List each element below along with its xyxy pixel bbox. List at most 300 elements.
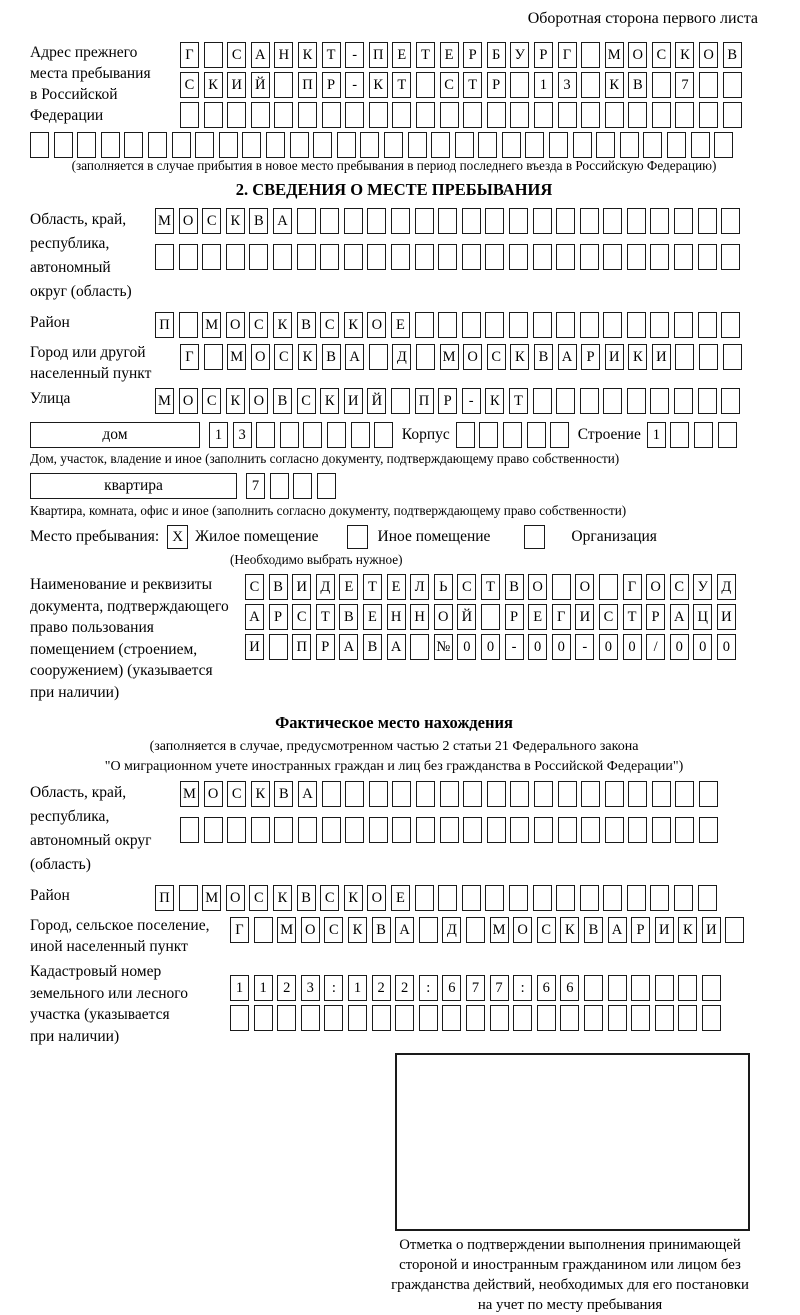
char-box[interactable]: Т (509, 388, 528, 414)
char-box[interactable] (179, 244, 198, 270)
char-box[interactable]: К (628, 344, 647, 370)
char-box[interactable] (652, 72, 671, 98)
char-box[interactable] (631, 975, 650, 1001)
char-box[interactable]: Е (387, 574, 406, 600)
char-box[interactable] (337, 132, 356, 158)
char-box[interactable] (603, 885, 622, 911)
char-box[interactable] (410, 634, 429, 660)
char-box[interactable] (179, 885, 198, 911)
char-box[interactable] (558, 817, 577, 843)
char-box[interactable] (581, 42, 600, 68)
char-box[interactable] (580, 885, 599, 911)
char-box[interactable] (691, 132, 710, 158)
char-box[interactable]: К (273, 312, 292, 338)
char-box[interactable]: О (301, 917, 320, 943)
char-box[interactable]: М (202, 885, 221, 911)
char-box[interactable] (674, 885, 693, 911)
char-box[interactable] (242, 132, 261, 158)
char-box[interactable] (556, 885, 575, 911)
char-box[interactable]: Н (387, 604, 406, 630)
char-box[interactable] (723, 344, 742, 370)
char-box[interactable] (699, 817, 718, 843)
char-box[interactable] (699, 344, 718, 370)
char-box[interactable]: Р (646, 604, 665, 630)
char-box[interactable] (534, 817, 553, 843)
char-box[interactable]: Е (339, 574, 358, 600)
char-box[interactable] (721, 244, 740, 270)
char-box[interactable] (702, 975, 721, 1001)
char-box[interactable]: А (670, 604, 689, 630)
char-box[interactable] (298, 817, 317, 843)
char-box[interactable] (320, 208, 339, 234)
char-box[interactable] (466, 1005, 485, 1031)
char-box[interactable] (675, 817, 694, 843)
char-box[interactable]: Й (251, 72, 270, 98)
char-box[interactable]: М (202, 312, 221, 338)
char-box[interactable] (674, 244, 693, 270)
char-box[interactable]: К (273, 885, 292, 911)
char-box[interactable] (415, 244, 434, 270)
char-box[interactable] (581, 817, 600, 843)
char-box[interactable] (718, 422, 737, 448)
char-box[interactable]: № (434, 634, 453, 660)
char-box[interactable] (374, 422, 393, 448)
char-box[interactable] (650, 312, 669, 338)
apartment-type-box[interactable]: квартира (30, 473, 237, 499)
char-box[interactable] (650, 244, 669, 270)
char-box[interactable] (280, 422, 299, 448)
char-box[interactable] (301, 1005, 320, 1031)
char-box[interactable] (698, 312, 717, 338)
char-box[interactable]: К (678, 917, 697, 943)
char-box[interactable] (694, 422, 713, 448)
char-box[interactable] (599, 574, 618, 600)
char-box[interactable]: П (369, 42, 388, 68)
char-box[interactable]: С (670, 574, 689, 600)
char-box[interactable]: : (513, 975, 532, 1001)
char-box[interactable]: О (226, 312, 245, 338)
char-box[interactable]: К (226, 388, 245, 414)
char-box[interactable]: В (363, 634, 382, 660)
char-box[interactable] (549, 132, 568, 158)
char-box[interactable]: О (528, 574, 547, 600)
char-box[interactable]: : (324, 975, 343, 1001)
char-box[interactable] (580, 244, 599, 270)
char-box[interactable]: А (298, 781, 317, 807)
char-box[interactable]: К (348, 917, 367, 943)
char-box[interactable] (438, 244, 457, 270)
char-box[interactable]: 0 (599, 634, 618, 660)
char-box[interactable] (320, 244, 339, 270)
char-box[interactable]: М (155, 388, 174, 414)
char-box[interactable]: К (344, 312, 363, 338)
char-box[interactable]: М (227, 344, 246, 370)
char-box[interactable]: С (245, 574, 264, 600)
char-box[interactable]: И (702, 917, 721, 943)
char-box[interactable]: А (245, 604, 264, 630)
char-box[interactable]: Ь (434, 574, 453, 600)
char-box[interactable]: О (699, 42, 718, 68)
char-box[interactable] (581, 781, 600, 807)
char-box[interactable] (525, 132, 544, 158)
char-box[interactable]: Р (534, 42, 553, 68)
char-box[interactable] (438, 312, 457, 338)
char-box[interactable] (440, 102, 459, 128)
char-box[interactable]: Ц (693, 604, 712, 630)
char-box[interactable]: В (628, 72, 647, 98)
char-box[interactable]: С (599, 604, 618, 630)
char-box[interactable]: В (249, 208, 268, 234)
char-box[interactable]: С (249, 885, 268, 911)
char-box[interactable] (643, 132, 662, 158)
char-box[interactable] (416, 781, 435, 807)
char-box[interactable]: С (249, 312, 268, 338)
char-box[interactable] (180, 817, 199, 843)
char-box[interactable] (485, 885, 504, 911)
char-box[interactable]: С (652, 42, 671, 68)
char-box[interactable] (274, 72, 293, 98)
char-box[interactable]: С (487, 344, 506, 370)
char-box[interactable] (723, 72, 742, 98)
char-box[interactable]: О (575, 574, 594, 600)
char-box[interactable]: Д (717, 574, 736, 600)
char-box[interactable] (581, 102, 600, 128)
char-box[interactable] (180, 102, 199, 128)
char-box[interactable] (392, 781, 411, 807)
char-box[interactable] (513, 1005, 532, 1031)
char-box[interactable]: А (339, 634, 358, 660)
char-box[interactable]: Г (230, 917, 249, 943)
char-box[interactable]: О (179, 388, 198, 414)
char-box[interactable]: С (202, 388, 221, 414)
char-box[interactable] (556, 388, 575, 414)
char-box[interactable] (372, 1005, 391, 1031)
char-box[interactable]: В (274, 781, 293, 807)
char-box[interactable] (391, 244, 410, 270)
char-box[interactable] (678, 1005, 697, 1031)
char-box[interactable] (344, 208, 363, 234)
char-box[interactable] (466, 917, 485, 943)
char-box[interactable]: 0 (528, 634, 547, 660)
char-box[interactable] (297, 244, 316, 270)
char-box[interactable] (487, 817, 506, 843)
char-box[interactable]: Т (463, 72, 482, 98)
char-box[interactable]: 0 (623, 634, 642, 660)
char-box[interactable] (580, 208, 599, 234)
char-box[interactable]: М (490, 917, 509, 943)
char-box[interactable]: 2 (277, 975, 296, 1001)
char-box[interactable] (204, 42, 223, 68)
char-box[interactable] (204, 102, 223, 128)
char-box[interactable]: 3 (301, 975, 320, 1001)
char-box[interactable] (580, 312, 599, 338)
char-box[interactable] (605, 102, 624, 128)
char-box[interactable] (415, 312, 434, 338)
char-box[interactable] (322, 102, 341, 128)
char-box[interactable]: С (202, 208, 221, 234)
char-box[interactable]: К (251, 781, 270, 807)
char-box[interactable] (502, 132, 521, 158)
char-box[interactable] (367, 244, 386, 270)
char-box[interactable] (487, 781, 506, 807)
char-box[interactable] (442, 1005, 461, 1031)
char-box[interactable]: Е (528, 604, 547, 630)
char-box[interactable] (655, 1005, 674, 1031)
char-box[interactable] (251, 817, 270, 843)
char-box[interactable]: Е (391, 885, 410, 911)
char-box[interactable] (345, 817, 364, 843)
char-box[interactable] (485, 244, 504, 270)
char-box[interactable] (249, 244, 268, 270)
char-box[interactable] (558, 781, 577, 807)
char-box[interactable] (148, 132, 167, 158)
char-box[interactable]: И (344, 388, 363, 414)
char-box[interactable]: И (717, 604, 736, 630)
char-box[interactable]: Е (363, 604, 382, 630)
char-box[interactable]: М (155, 208, 174, 234)
char-box[interactable] (603, 244, 622, 270)
char-box[interactable] (322, 781, 341, 807)
char-box[interactable] (324, 1005, 343, 1031)
char-box[interactable] (416, 344, 435, 370)
char-box[interactable] (627, 312, 646, 338)
char-box[interactable]: Б (487, 42, 506, 68)
char-box[interactable]: А (608, 917, 627, 943)
char-box[interactable]: К (560, 917, 579, 943)
char-box[interactable]: Д (316, 574, 335, 600)
char-box[interactable] (510, 781, 529, 807)
char-box[interactable]: 7 (675, 72, 694, 98)
char-box[interactable]: С (180, 72, 199, 98)
char-box[interactable] (479, 422, 498, 448)
char-box[interactable] (416, 72, 435, 98)
char-box[interactable]: У (693, 574, 712, 600)
char-box[interactable] (462, 244, 481, 270)
char-box[interactable]: С (324, 917, 343, 943)
char-box[interactable] (172, 132, 191, 158)
char-box[interactable]: К (485, 388, 504, 414)
char-box[interactable]: М (180, 781, 199, 807)
char-box[interactable] (481, 604, 500, 630)
char-box[interactable]: 7 (466, 975, 485, 1001)
char-box[interactable]: К (320, 388, 339, 414)
char-box[interactable] (431, 132, 450, 158)
char-box[interactable] (416, 102, 435, 128)
char-box[interactable] (698, 208, 717, 234)
char-box[interactable] (227, 102, 246, 128)
char-box[interactable] (699, 781, 718, 807)
char-box[interactable] (510, 72, 529, 98)
char-box[interactable] (550, 422, 569, 448)
char-box[interactable] (627, 244, 646, 270)
char-box[interactable]: А (273, 208, 292, 234)
char-box[interactable] (721, 388, 740, 414)
char-box[interactable]: О (463, 344, 482, 370)
char-box[interactable] (124, 132, 143, 158)
char-box[interactable] (608, 1005, 627, 1031)
char-box[interactable]: М (440, 344, 459, 370)
char-box[interactable] (256, 422, 275, 448)
char-box[interactable] (179, 312, 198, 338)
char-box[interactable]: 6 (560, 975, 579, 1001)
char-box[interactable]: 0 (693, 634, 712, 660)
char-box[interactable]: В (372, 917, 391, 943)
char-box[interactable]: Г (623, 574, 642, 600)
char-box[interactable]: Т (363, 574, 382, 600)
char-box[interactable]: К (298, 344, 317, 370)
char-box[interactable] (721, 312, 740, 338)
char-box[interactable]: Т (316, 604, 335, 630)
char-box[interactable] (628, 817, 647, 843)
char-box[interactable] (581, 72, 600, 98)
char-box[interactable] (322, 817, 341, 843)
char-box[interactable] (674, 312, 693, 338)
char-box[interactable] (655, 975, 674, 1001)
char-box[interactable]: А (251, 42, 270, 68)
char-box[interactable] (317, 473, 336, 499)
char-box[interactable] (698, 388, 717, 414)
char-box[interactable]: 6 (537, 975, 556, 1001)
char-box[interactable] (627, 208, 646, 234)
char-box[interactable]: Е (392, 42, 411, 68)
char-box[interactable]: И (655, 917, 674, 943)
char-box[interactable] (552, 574, 571, 600)
char-box[interactable] (509, 208, 528, 234)
char-box[interactable]: В (273, 388, 292, 414)
char-box[interactable]: К (675, 42, 694, 68)
char-box[interactable] (573, 132, 592, 158)
char-box[interactable]: И (605, 344, 624, 370)
char-box[interactable]: А (558, 344, 577, 370)
char-box[interactable]: 1 (254, 975, 273, 1001)
organization-checkbox[interactable] (524, 525, 545, 549)
char-box[interactable] (269, 634, 288, 660)
char-box[interactable] (391, 208, 410, 234)
char-box[interactable] (674, 388, 693, 414)
char-box[interactable] (345, 781, 364, 807)
char-box[interactable]: 2 (395, 975, 414, 1001)
char-box[interactable]: - (575, 634, 594, 660)
char-box[interactable] (303, 422, 322, 448)
char-box[interactable] (485, 312, 504, 338)
char-box[interactable] (667, 132, 686, 158)
char-box[interactable]: О (179, 208, 198, 234)
char-box[interactable]: Г (180, 42, 199, 68)
char-box[interactable] (367, 208, 386, 234)
char-box[interactable] (274, 102, 293, 128)
char-box[interactable]: П (415, 388, 434, 414)
char-box[interactable]: И (227, 72, 246, 98)
char-box[interactable] (313, 132, 332, 158)
char-box[interactable] (699, 102, 718, 128)
char-box[interactable]: 7 (490, 975, 509, 1001)
char-box[interactable]: О (628, 42, 647, 68)
char-box[interactable] (273, 244, 292, 270)
char-box[interactable] (509, 885, 528, 911)
char-box[interactable]: С (274, 344, 293, 370)
char-box[interactable]: С (457, 574, 476, 600)
char-box[interactable] (415, 885, 434, 911)
char-box[interactable]: Т (416, 42, 435, 68)
char-box[interactable] (195, 132, 214, 158)
char-box[interactable]: К (298, 42, 317, 68)
char-box[interactable] (277, 1005, 296, 1031)
char-box[interactable]: 3 (233, 422, 252, 448)
char-box[interactable] (440, 817, 459, 843)
char-box[interactable] (54, 132, 73, 158)
char-box[interactable]: В (297, 312, 316, 338)
char-box[interactable]: С (537, 917, 556, 943)
char-box[interactable] (628, 102, 647, 128)
char-box[interactable]: О (204, 781, 223, 807)
char-box[interactable] (270, 473, 289, 499)
char-box[interactable] (254, 917, 273, 943)
char-box[interactable]: Д (442, 917, 461, 943)
char-box[interactable] (556, 312, 575, 338)
char-box[interactable]: Е (391, 312, 410, 338)
char-box[interactable]: Й (457, 604, 476, 630)
char-box[interactable] (463, 781, 482, 807)
char-box[interactable] (415, 208, 434, 234)
char-box[interactable]: Н (410, 604, 429, 630)
char-box[interactable] (438, 208, 457, 234)
char-box[interactable] (605, 781, 624, 807)
char-box[interactable] (77, 132, 96, 158)
char-box[interactable]: И (245, 634, 264, 660)
char-box[interactable]: Р (581, 344, 600, 370)
char-box[interactable]: Р (269, 604, 288, 630)
char-box[interactable] (485, 208, 504, 234)
char-box[interactable] (510, 817, 529, 843)
char-box[interactable]: П (292, 634, 311, 660)
char-box[interactable]: А (395, 917, 414, 943)
char-box[interactable]: Р (438, 388, 457, 414)
char-box[interactable] (230, 1005, 249, 1031)
char-box[interactable] (699, 72, 718, 98)
char-box[interactable]: 0 (552, 634, 571, 660)
char-box[interactable]: : (419, 975, 438, 1001)
char-box[interactable] (533, 208, 552, 234)
dwelling-checkbox[interactable]: X (167, 525, 188, 549)
char-box[interactable] (462, 312, 481, 338)
char-box[interactable] (702, 1005, 721, 1031)
char-box[interactable]: К (226, 208, 245, 234)
char-box[interactable]: В (297, 885, 316, 911)
char-box[interactable] (369, 344, 388, 370)
char-box[interactable]: В (505, 574, 524, 600)
house-type-box[interactable]: дом (30, 422, 200, 448)
char-box[interactable]: Р (487, 72, 506, 98)
other-premises-checkbox[interactable] (347, 525, 368, 549)
char-box[interactable]: 3 (558, 72, 577, 98)
char-box[interactable] (227, 817, 246, 843)
char-box[interactable]: У (510, 42, 529, 68)
char-box[interactable] (650, 885, 669, 911)
char-box[interactable]: П (298, 72, 317, 98)
char-box[interactable] (327, 422, 346, 448)
char-box[interactable]: М (277, 917, 296, 943)
char-box[interactable]: Е (440, 42, 459, 68)
char-box[interactable]: В (723, 42, 742, 68)
char-box[interactable] (652, 102, 671, 128)
char-box[interactable] (537, 1005, 556, 1031)
char-box[interactable]: 1 (209, 422, 228, 448)
char-box[interactable] (419, 917, 438, 943)
char-box[interactable] (560, 1005, 579, 1031)
char-box[interactable] (620, 132, 639, 158)
char-box[interactable] (360, 132, 379, 158)
char-box[interactable] (369, 102, 388, 128)
